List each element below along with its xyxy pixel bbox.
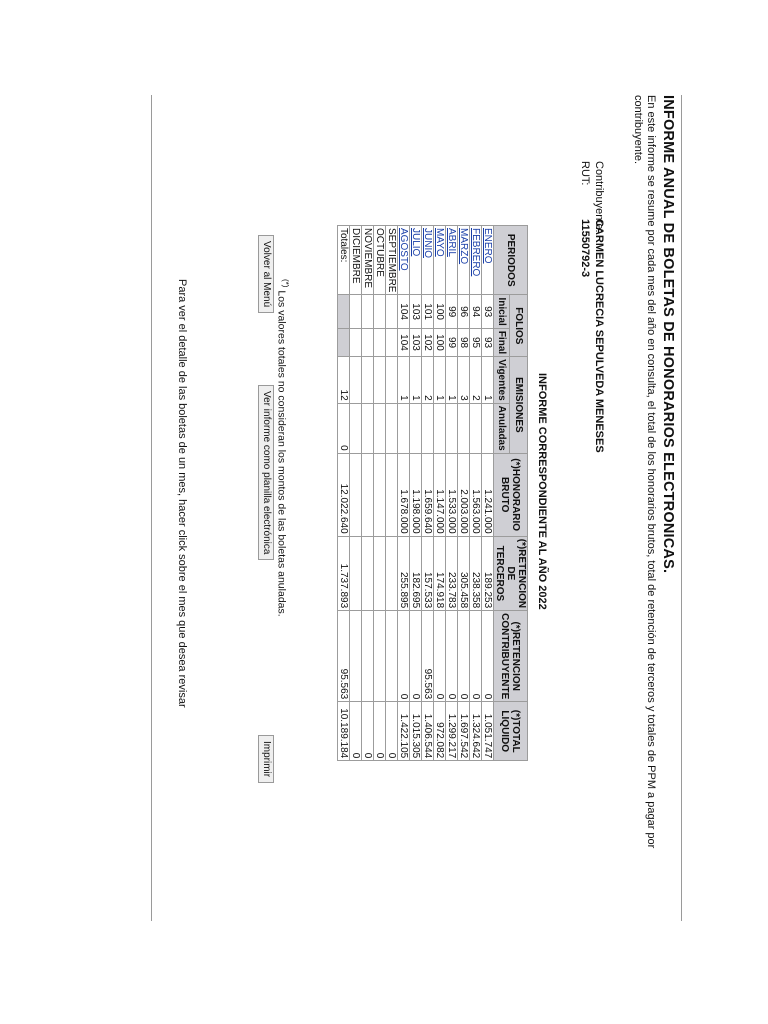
retencion-terceros-cell: 255.895	[398, 536, 410, 610]
header-periodos: PERIODOS	[494, 226, 528, 295]
month-link[interactable]: ENERO	[482, 228, 493, 264]
table-row	[398, 226, 410, 761]
vigentes-cell: 1	[434, 357, 446, 404]
table-row	[446, 226, 458, 761]
top-divider	[681, 95, 682, 921]
month-link[interactable]: JUNIO	[422, 228, 433, 258]
folio-inicial-cell: 101	[422, 295, 434, 328]
retencion-terceros-cell	[386, 536, 398, 610]
contributor-label: Contribuyente:	[593, 161, 605, 233]
print-button[interactable]: Imprimir	[258, 735, 274, 783]
honorario-bruto-cell	[362, 453, 374, 536]
retencion-contribuyente-cell: 0	[470, 611, 482, 702]
month-link[interactable]: MAYO	[434, 228, 445, 257]
period-cell	[446, 226, 458, 295]
total-liquido-cell: 972.082	[434, 702, 446, 761]
retencion-terceros-cell: 189.253	[482, 536, 494, 610]
table-row	[410, 226, 422, 761]
retencion-terceros-cell	[362, 536, 374, 610]
folio-inicial-cell: 93	[482, 295, 494, 328]
total-liquido-cell: 1.406.544	[422, 702, 434, 761]
honorario-bruto-cell: 1.241.000	[482, 453, 494, 536]
retencion-contribuyente-cell	[374, 611, 386, 702]
retencion-contribuyente-cell: 0	[434, 611, 446, 702]
retencion-contribuyente-cell: 0	[482, 611, 494, 702]
retencion-terceros-cell: 174.918	[434, 536, 446, 610]
anuladas-cell	[446, 403, 458, 453]
table-row	[482, 226, 494, 761]
period-cell: NOVIEMBRE	[362, 226, 374, 295]
retencion-terceros-cell: 305.458	[458, 536, 470, 610]
vigentes-cell	[350, 357, 362, 404]
report-intro: En este informe se resume por cada mes del año en consulta, el total de los honorarios brutos, total de retención de terceros y totales de PPM a pagar por contribuyente.	[632, 95, 657, 849]
retencion-contribuyente-cell: 0	[398, 611, 410, 702]
retencion-terceros-cell: 238.358	[470, 536, 482, 610]
vigentes-cell: 1	[446, 357, 458, 404]
month-link[interactable]: JULIO	[410, 228, 421, 257]
table-row	[434, 226, 446, 761]
table-row	[470, 226, 482, 761]
folio-inicial-cell: 96	[458, 295, 470, 328]
anuladas-cell	[362, 403, 374, 453]
honorario-bruto-cell: 1.533.000	[446, 453, 458, 536]
header-final: Final	[494, 328, 510, 356]
honorario-bruto-cell: 1.659.640	[422, 453, 434, 536]
totals-row	[338, 226, 350, 761]
footer-instructions: Para ver el detalle de las boletas de un mes, hacer click sobre el mes que desea revisar	[176, 279, 188, 708]
retencion-contribuyente-cell: 0	[446, 611, 458, 702]
period-cell	[434, 226, 446, 295]
contributor-info	[578, 161, 606, 453]
honorario-bruto-cell	[374, 453, 386, 536]
anuladas-cell	[458, 403, 470, 453]
contributor-name: CARMEN LUCRECIA SEPULVEDA MENESES	[593, 219, 605, 453]
retencion-terceros-cell: 157.533	[422, 536, 434, 610]
retencion-terceros-cell: 233.783	[446, 536, 458, 610]
period-cell: DICIEMBRE	[350, 226, 362, 295]
retencion-contribuyente-cell	[350, 611, 362, 702]
totals-blank-cell	[338, 328, 350, 356]
header-honorario-bruto: (*)HONORARIO BRUTO	[494, 453, 528, 536]
spreadsheet-view-button[interactable]: Ver informe como planilla electrónica	[258, 385, 274, 560]
table-row	[458, 226, 470, 761]
folio-final-cell: 100	[434, 328, 446, 356]
folio-inicial-cell: 99	[446, 295, 458, 328]
totals-retencion-contribuyente-cell: 95.563	[338, 611, 350, 702]
annual-report-table	[337, 225, 528, 761]
retencion-contribuyente-cell: 95.563	[422, 611, 434, 702]
retencion-contribuyente-cell	[362, 611, 374, 702]
folio-final-cell	[386, 328, 398, 356]
honorario-bruto-cell	[386, 453, 398, 536]
vigentes-cell: 1	[410, 357, 422, 404]
folio-inicial-cell	[362, 295, 374, 328]
totals-retencion-terceros-cell: 1.737.893	[338, 536, 350, 610]
folio-final-cell	[374, 328, 386, 356]
folio-final-cell	[350, 328, 362, 356]
table-row	[422, 226, 434, 761]
totals-bruto-cell: 12.022.640	[338, 453, 350, 536]
total-liquido-cell: 1.051.747	[482, 702, 494, 761]
period-cell: SEPTIEMBRE	[386, 226, 398, 295]
folio-final-cell	[362, 328, 374, 356]
rut-label: RUT:	[579, 161, 591, 186]
totals-note	[276, 279, 291, 617]
honorario-bruto-cell: 2.003.000	[458, 453, 470, 536]
header-emisiones: EMISIONES	[510, 357, 528, 454]
folio-final-cell: 98	[458, 328, 470, 356]
total-liquido-cell: 1.324.642	[470, 702, 482, 761]
folio-inicial-cell	[350, 295, 362, 328]
note-text: Los valores totales no consideran los montos de las boletas anuladas.	[275, 290, 288, 617]
period-cell	[398, 226, 410, 295]
folio-inicial-cell: 104	[398, 295, 410, 328]
honorario-bruto-cell: 1.147.000	[434, 453, 446, 536]
retencion-terceros-cell	[374, 536, 386, 610]
vigentes-cell: 2	[422, 357, 434, 404]
totals-liquido-cell: 10.189.184	[338, 702, 350, 761]
honorario-bruto-cell: 1.678.000	[398, 453, 410, 536]
total-liquido-cell: 1.299.217	[446, 702, 458, 761]
month-link[interactable]: AGOSTO	[398, 228, 409, 271]
anuladas-cell	[350, 403, 362, 453]
report-container	[0, 95, 768, 921]
totals-vigentes-cell: 12	[338, 357, 350, 404]
folio-inicial-cell: 94	[470, 295, 482, 328]
total-liquido-cell: 0	[386, 702, 398, 761]
folio-final-cell: 95	[470, 328, 482, 356]
anuladas-cell	[470, 403, 482, 453]
honorario-bruto-cell	[350, 453, 362, 536]
retencion-contribuyente-cell: 0	[410, 611, 422, 702]
vigentes-cell	[374, 357, 386, 404]
period-cell	[482, 226, 494, 295]
folio-final-cell: 93	[482, 328, 494, 356]
bottom-divider	[151, 95, 152, 921]
table-row	[374, 226, 386, 761]
period-cell	[422, 226, 434, 295]
header-vigentes: Vigentes	[494, 357, 510, 404]
total-liquido-cell: 0	[362, 702, 374, 761]
total-liquido-cell: 1.422.105	[398, 702, 410, 761]
folio-inicial-cell: 100	[434, 295, 446, 328]
period-cell: OCTUBRE	[374, 226, 386, 295]
retencion-terceros-cell	[350, 536, 362, 610]
anuladas-cell	[398, 403, 410, 453]
table-row	[350, 226, 362, 761]
back-to-menu-button[interactable]: Volver al Menú	[258, 235, 274, 313]
totals-blank-cell	[338, 295, 350, 328]
anuladas-cell	[422, 403, 434, 453]
honorario-bruto-cell: 1.198.000	[410, 453, 422, 536]
month-link[interactable]: ABRIL	[446, 228, 457, 257]
period-cell	[470, 226, 482, 295]
anuladas-cell	[482, 403, 494, 453]
total-liquido-cell: 0	[350, 702, 362, 761]
folio-final-cell: 104	[398, 328, 410, 356]
header-inicial: Inicial	[494, 295, 510, 328]
header-folios: FOLIOS	[510, 295, 528, 357]
vigentes-cell: 1	[482, 357, 494, 404]
retencion-contribuyente-cell	[386, 611, 398, 702]
month-link[interactable]: MARZO	[458, 228, 469, 265]
folio-inicial-cell: 103	[410, 295, 422, 328]
honorario-bruto-cell: 1.563.000	[470, 453, 482, 536]
note-mark: (*)	[281, 279, 290, 288]
anuladas-cell	[410, 403, 422, 453]
anuladas-cell	[374, 403, 386, 453]
header-anuladas: Anuladas	[494, 403, 510, 453]
folio-inicial-cell	[374, 295, 386, 328]
report-title: INFORME ANUAL DE BOLETAS DE HONORARIOS ELECTRONICAS.	[660, 95, 676, 574]
folio-final-cell: 99	[446, 328, 458, 356]
vigentes-cell	[386, 357, 398, 404]
header-total-liquido: (*)TOTAL LIQUIDO	[494, 702, 528, 761]
folio-inicial-cell	[386, 295, 398, 328]
retencion-terceros-cell: 182.695	[410, 536, 422, 610]
header-retencion-terceros: (*)RETENCION DE TERCEROS	[494, 536, 528, 610]
total-liquido-cell: 1.697.542	[458, 702, 470, 761]
table-row	[386, 226, 398, 761]
total-liquido-cell: 0	[374, 702, 386, 761]
anuladas-cell	[434, 403, 446, 453]
header-retencion-contribuyente: (*)RETENCION CONTRIBUYENTE	[494, 611, 528, 702]
vigentes-cell	[362, 357, 374, 404]
total-liquido-cell: 1.015.305	[410, 702, 422, 761]
table-row	[362, 226, 374, 761]
vigentes-cell: 3	[458, 357, 470, 404]
totals-label-cell: Totales:	[338, 226, 350, 295]
report-subtitle: INFORME CORRESPONDIENTE AL AÑO 2022	[536, 373, 548, 610]
totals-anuladas-cell: 0	[338, 403, 350, 453]
period-cell	[410, 226, 422, 295]
folio-final-cell: 103	[410, 328, 422, 356]
period-cell	[458, 226, 470, 295]
vigentes-cell: 2	[470, 357, 482, 404]
folio-final-cell: 102	[422, 328, 434, 356]
vigentes-cell: 1	[398, 357, 410, 404]
retencion-contribuyente-cell: 0	[458, 611, 470, 702]
rut-value: 11550792-3	[579, 219, 591, 278]
anuladas-cell	[386, 403, 398, 453]
month-link[interactable]: FEBRERO	[470, 228, 481, 277]
